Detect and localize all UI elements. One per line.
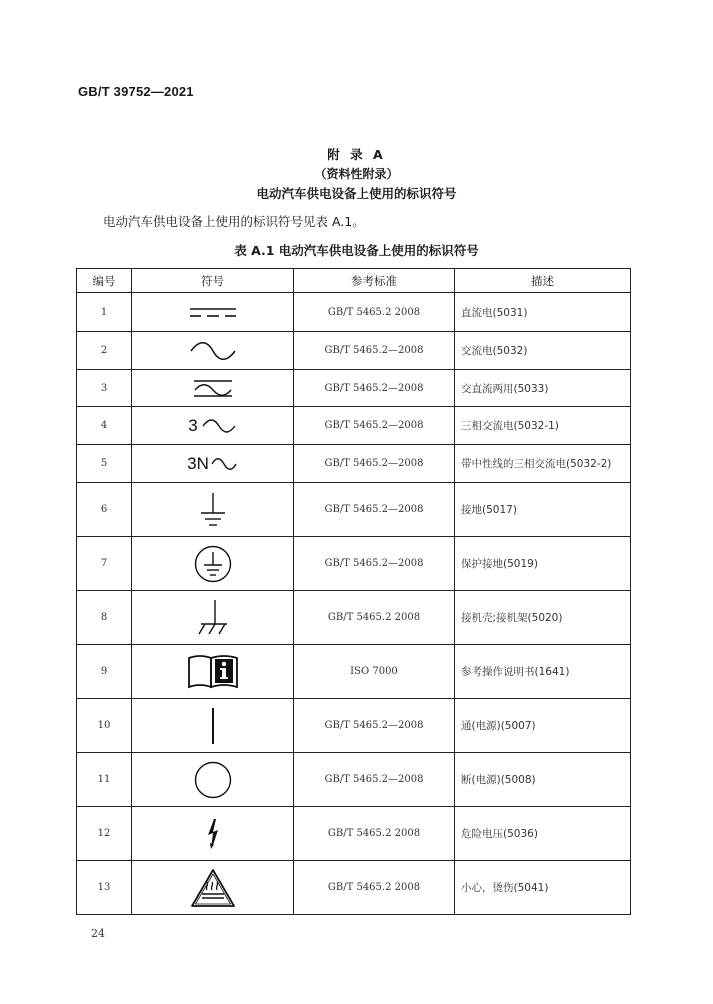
column-header-number: 编号 xyxy=(77,269,132,293)
page-number: 24 xyxy=(91,927,105,940)
symbol-description: 交直流两用(5033) xyxy=(455,370,631,407)
appendix-subtitle: （资料性附录） xyxy=(314,167,399,181)
reference-standard: GB/T 5465.2 2008 xyxy=(294,293,455,332)
symbol-cell xyxy=(132,483,294,537)
row-number: 11 xyxy=(77,753,132,807)
symbol-description: 带中性线的三相交流电(5032-2) xyxy=(455,445,631,483)
symbol-description: 交流电(5032) xyxy=(455,332,631,370)
symbol-table xyxy=(76,268,631,915)
reference-standard: GB/T 5465.2 2008 xyxy=(294,591,455,645)
row-number: 2 xyxy=(77,332,132,370)
standard-code: GB/T 39752—2021 xyxy=(78,84,194,99)
symbol-cell xyxy=(132,537,294,591)
lightning-bolt-icon xyxy=(205,818,221,850)
reference-standard: GB/T 5465.2—2008 xyxy=(294,483,455,537)
table-row xyxy=(77,370,631,407)
symbol-cell xyxy=(132,699,294,753)
symbol-cell xyxy=(132,445,294,483)
three-phase-ac-neutral-icon xyxy=(210,456,238,472)
row-number: 5 xyxy=(77,445,132,483)
table-row xyxy=(77,591,631,645)
reference-standard: GB/T 5465.2—2008 xyxy=(294,332,455,370)
symbol-cell xyxy=(132,645,294,699)
frame-earth-icon xyxy=(195,598,231,638)
table-row xyxy=(77,699,631,753)
row-number: 7 xyxy=(77,537,132,591)
table-row xyxy=(77,645,631,699)
symbol-description: 接地(5017) xyxy=(455,483,631,537)
symbol-description: 断(电源)(5008) xyxy=(455,753,631,807)
table-row xyxy=(77,483,631,537)
symbol-description: 危险电压(5036) xyxy=(455,807,631,861)
alternating-current-icon xyxy=(188,342,238,360)
reference-standard: GB/T 5465.2 2008 xyxy=(294,861,455,915)
column-header-standard: 参考标准 xyxy=(294,269,455,293)
row-number: 1 xyxy=(77,293,132,332)
reference-standard: GB/T 5465.2—2008 xyxy=(294,699,455,753)
table-caption: 表 A.1 电动汽车供电设备上使用的标识符号 xyxy=(234,243,479,258)
table-row xyxy=(77,407,631,445)
symbol-description: 小心，烫伤(5041) xyxy=(455,861,631,915)
table-row xyxy=(77,293,631,332)
table-row xyxy=(77,537,631,591)
intro-text: 电动汽车供电设备上使用的标识符号见表 A.1。 xyxy=(103,214,365,229)
operator-manual-icon xyxy=(186,653,240,691)
reference-standard: GB/T 5465.2—2008 xyxy=(294,445,455,483)
symbol-description: 参考操作说明书(1641) xyxy=(455,645,631,699)
row-number: 3 xyxy=(77,370,132,407)
table-row xyxy=(77,807,631,861)
symbol-cell xyxy=(132,407,294,445)
three-phase-label: 3 xyxy=(188,415,198,435)
reference-standard: GB/T 5465.2—2008 xyxy=(294,407,455,445)
row-number: 8 xyxy=(77,591,132,645)
power-off-icon xyxy=(193,760,233,800)
symbol-cell xyxy=(132,293,294,332)
symbol-description: 三相交流电(5032-1) xyxy=(455,407,631,445)
protective-earth-icon xyxy=(193,544,233,584)
symbol-cell xyxy=(132,753,294,807)
symbol-description: 直流电(5031) xyxy=(455,293,631,332)
reference-standard: GB/T 5465.2 2008 xyxy=(294,807,455,861)
ac-dc-icon xyxy=(191,378,235,398)
symbol-cell xyxy=(132,861,294,915)
symbol-cell xyxy=(132,332,294,370)
appendix-title: 附 录 A xyxy=(327,147,386,162)
row-number: 13 xyxy=(77,861,132,915)
table-row xyxy=(77,445,631,483)
row-number: 4 xyxy=(77,407,132,445)
row-number: 10 xyxy=(77,699,132,753)
earth-icon xyxy=(198,491,228,529)
three-phase-ac-icon xyxy=(201,418,237,434)
reference-standard: ISO 7000 xyxy=(294,645,455,699)
symbol-cell xyxy=(132,591,294,645)
hot-surface-warning-icon xyxy=(190,868,236,908)
table-row xyxy=(77,753,631,807)
symbol-description: 保护接地(5019) xyxy=(455,537,631,591)
reference-standard: GB/T 5465.2—2008 xyxy=(294,753,455,807)
row-number: 6 xyxy=(77,483,132,537)
three-phase-neutral-label: 3N xyxy=(187,453,209,473)
table-header-row xyxy=(77,269,631,293)
row-number: 12 xyxy=(77,807,132,861)
table-row xyxy=(77,861,631,915)
symbol-description: 接机壳;接机架(5020) xyxy=(455,591,631,645)
power-on-icon xyxy=(208,706,218,746)
direct-current-icon xyxy=(188,305,238,319)
symbol-cell xyxy=(132,807,294,861)
table-row xyxy=(77,332,631,370)
column-header-symbol: 符号 xyxy=(132,269,294,293)
row-number: 9 xyxy=(77,645,132,699)
symbol-cell xyxy=(132,370,294,407)
reference-standard: GB/T 5465.2—2008 xyxy=(294,537,455,591)
appendix-heading: 电动汽车供电设备上使用的标识符号 xyxy=(256,186,457,201)
symbol-description: 通(电源)(5007) xyxy=(455,699,631,753)
reference-standard: GB/T 5465.2—2008 xyxy=(294,370,455,407)
column-header-description: 描述 xyxy=(455,269,631,293)
